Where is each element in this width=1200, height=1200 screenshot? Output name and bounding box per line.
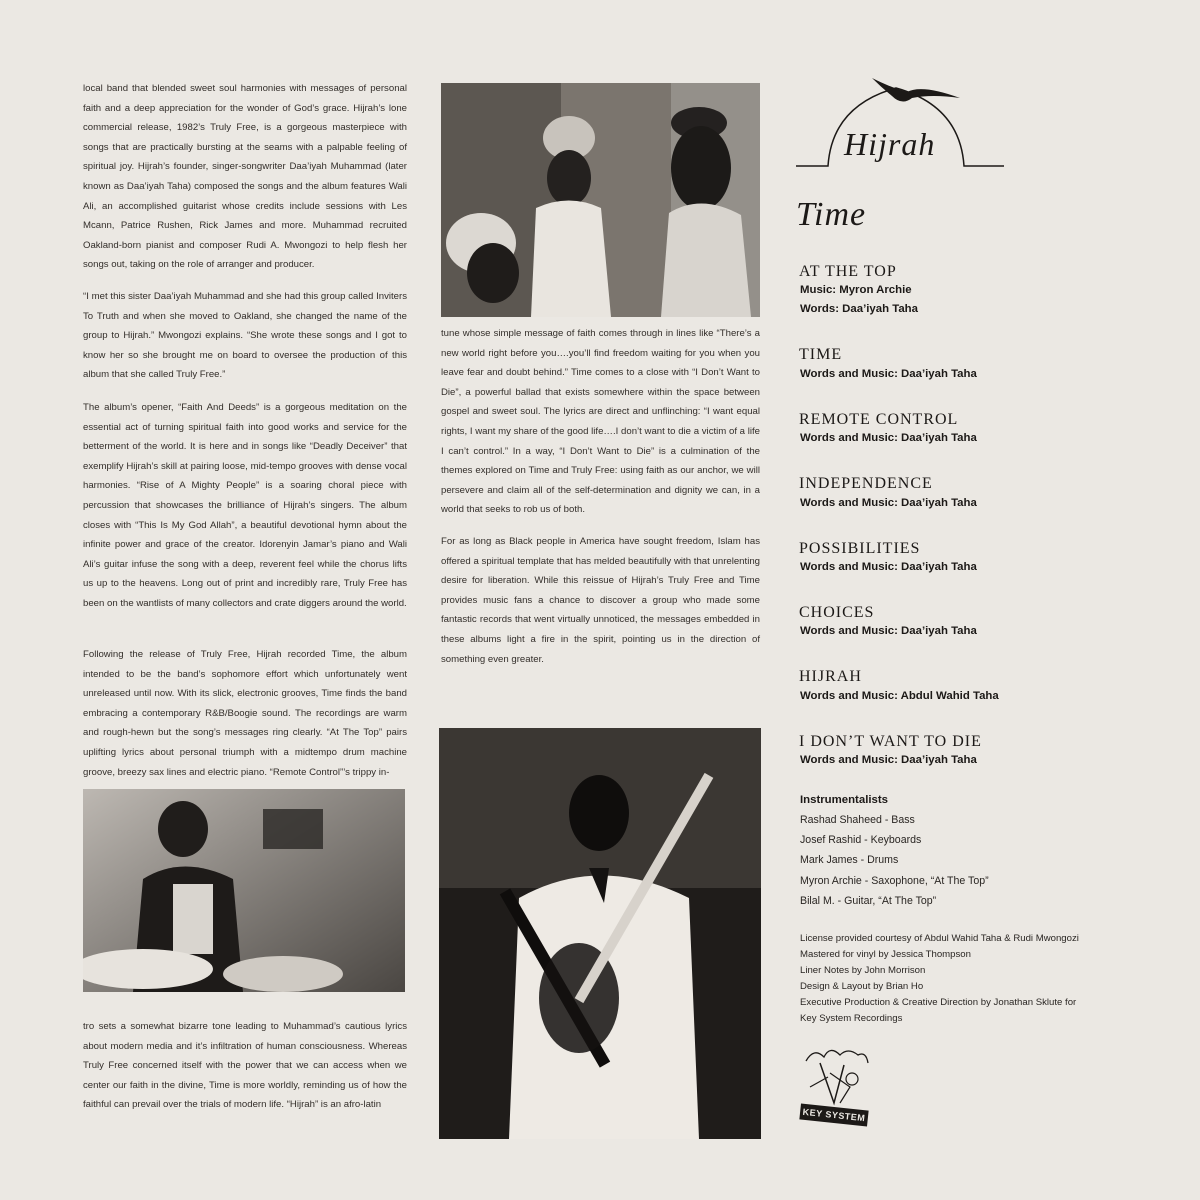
liner-notes-paragraph-4: Following the release of Truly Free, Hijrah recorded Time, the album intended to be the band’s sophomore effort which unfortunately went unreleased until now. With its slick, electronic grooves, Time finds the band embracing a contemporary R&B/Boogie sound. The recordings are warm and rough-hewn but the song’s messages ring clearly. “At The Top” pairs uplifting lyrics about personal triumph with a midtempo drum machine groove, breezy sax lines and electric piano. “Remote Control”’s trippy in-: [83, 649, 407, 778]
hijrah-time-logo: [792, 66, 1007, 246]
track-credit: Words and Music: Daa’iyah Taha: [800, 561, 977, 573]
instrumentalist-item: Myron Archie - Saxophone, “At The Top”: [800, 875, 989, 887]
track-credit: Music: Myron Archie: [800, 284, 912, 296]
track-title: POSSIBILITIES: [799, 540, 921, 557]
photo-guitarist: [439, 728, 761, 1139]
track-title: REMOTE CONTROL: [799, 411, 959, 428]
liner-notes-paragraph-6: tune whose simple message of faith comes through in lines like “There’s a new world right before you….you’ll find freedom waiting for you when you leave fear and doubt behind.” Time comes to a close with “I Don’t Want to Die”, a powerful ballad that exists somewhere within the space between gospel and sweet soul. The lyrics are direct and unflinching: “I want equal rights, I want my share of the good life….I don’t want to die a victim of a life I can’t control.” In a way, “I Don’t Want to Die” is a culmination of the themes explored on Time and Truly Free: using faith as our anchor, we will persevere and claim all of the self-determination and dignity we can, in a world that seeks to rob us of both.: [441, 328, 760, 516]
liner-notes-paragraph-5: tro sets a somewhat bizarre tone leading to Muhammad’s cautious lyrics about modern media and it’s infiltration of human consciousness. Whereas Truly Free concerned itself with the power that we can access when we center our faith in the divine, Time is more worldly, reminding us of how the faithful can prevail over the trials of modern life. “Hijrah” is an afro-latin: [83, 1021, 407, 1111]
license-line: Design & Layout by Brian Ho: [800, 981, 924, 992]
album-name-logo: Time: [796, 196, 867, 233]
license-line: License provided courtesy of Abdul Wahid Taha & Rudi Mwongozi: [800, 933, 1079, 944]
track-credit: Words and Music: Daa’iyah Taha: [800, 432, 977, 444]
photo-guitarist-image: [439, 728, 761, 1139]
track-title: CHOICES: [799, 604, 875, 621]
photo-drummer-in-studio: [83, 789, 405, 992]
track-title: I DON’T WANT TO DIE: [799, 733, 982, 750]
instrumentalist-item: Rashad Shaheed - Bass: [800, 814, 915, 826]
band-name-logo: Hijrah: [844, 126, 936, 162]
key-system-emblem-icon: [800, 1043, 872, 1113]
instrumentalist-item: Mark James - Drums: [800, 854, 899, 866]
liner-notes-paragraph-7: For as long as Black people in America have sought freedom, Islam has offered a spiritual template that has melded beautifully with that unrelenting desire for liberation. While this reissue of Hijrah’s Truly Free and Time provides music fans a chance to discover a group who made some fantastic records that went virtually unnoticed, the messages embedded in these albums light a fire in the spirit, pointing us in the direction of something even greater.: [441, 536, 760, 665]
track-title: AT THE TOP: [799, 263, 897, 280]
liner-notes-paragraph-2: “I met this sister Daa’iyah Muhammad and she had this group called Inviters To Truth and when she moved to Oakland, she changed the name of the group to Hijrah.” Mwongozi explains. “She wrote these songs and I got to know her so she brought me on board to oversee the production of this album that she called Truly Free.”: [83, 291, 407, 381]
track-credit: Words and Music: Daa’iyah Taha: [800, 497, 977, 509]
track-credit: Words and Music: Abdul Wahid Taha: [800, 690, 999, 702]
track-title: HIJRAH: [799, 668, 862, 685]
key-system-logo: [800, 1043, 872, 1133]
track-credit: Words: Daa’iyah Taha: [800, 303, 918, 315]
license-line: Key System Recordings: [800, 1013, 903, 1024]
track-credit: Words and Music: Daa’iyah Taha: [800, 754, 977, 766]
photo-drummer-image: [83, 789, 405, 992]
key-system-wordmark: KEY SYSTEM: [799, 1103, 868, 1126]
track-credit: Words and Music: Daa’iyah Taha: [800, 625, 977, 637]
photo-group-portrait: [441, 83, 760, 317]
instrumentalist-item: Bilal M. - Guitar, “At The Top”: [800, 895, 937, 907]
track-title: TIME: [799, 346, 843, 363]
liner-notes-paragraph-3: The album’s opener, “Faith And Deeds” is a gorgeous meditation on the essential act of turning spiritual faith into good works and service for the betterment of the world. It is here and in songs like “Deadly Deceiver” that exemplify Hijrah’s skill at pairing loose, mid-tempo grooves with dense vocal harmonies. “Rise of A Mighty People” is a soaring choral piece with percussion that showcases the brilliance of Hijrah’s singers. The album closes with “This Is My God Allah”, a beautiful devotional hymn about the infinite power and grace of the creator. Idorenyin Jamar’s piano and Wali Ali’s guitar infuse the song with a deep, reverent feel while the chorus lifts us up to the heavens. Long out of print and incredibly rare, Truly Free has been on the wantlists of many collectors and crate diggers around the world.: [83, 402, 407, 609]
instrumentalists-heading: Instrumentalists: [800, 794, 888, 806]
track-title: INDEPENDENCE: [799, 475, 933, 492]
instrumentalist-item: Josef Rashid - Keyboards: [800, 834, 922, 846]
license-line: Mastered for vinyl by Jessica Thompson: [800, 949, 971, 960]
track-credit: Words and Music: Daa’iyah Taha: [800, 368, 977, 380]
photo-group-image: [441, 83, 760, 317]
liner-notes-paragraph-1: local band that blended sweet soul harmonies with messages of personal faith and a deep appreciation for the wonder of God’s grace. Hijrah’s lone commercial release, 1982’s Truly Free, is a gorgeous masterpiece with songs that are practically bursting at the seams with a palpable feeling of spiritual joy. Hijrah’s founder, singer-songwriter Daa’iyah Muhammad (later known as Daa’iyah Taha) composed the songs and the album features Wali Ali, an accomplished guitarist whose credits include sessions with Les Mcann, Patrice Rushen, Rick James and more. Muhammad recruited Oakland-born pianist and composer Rudi A. Mwongozi to help flesh her songs out, taking on the role of arranger and producer.: [83, 83, 407, 271]
license-line: Executive Production & Creative Direction by Jonathan Sklute for: [800, 997, 1077, 1008]
license-line: Liner Notes by John Morrison: [800, 965, 926, 976]
